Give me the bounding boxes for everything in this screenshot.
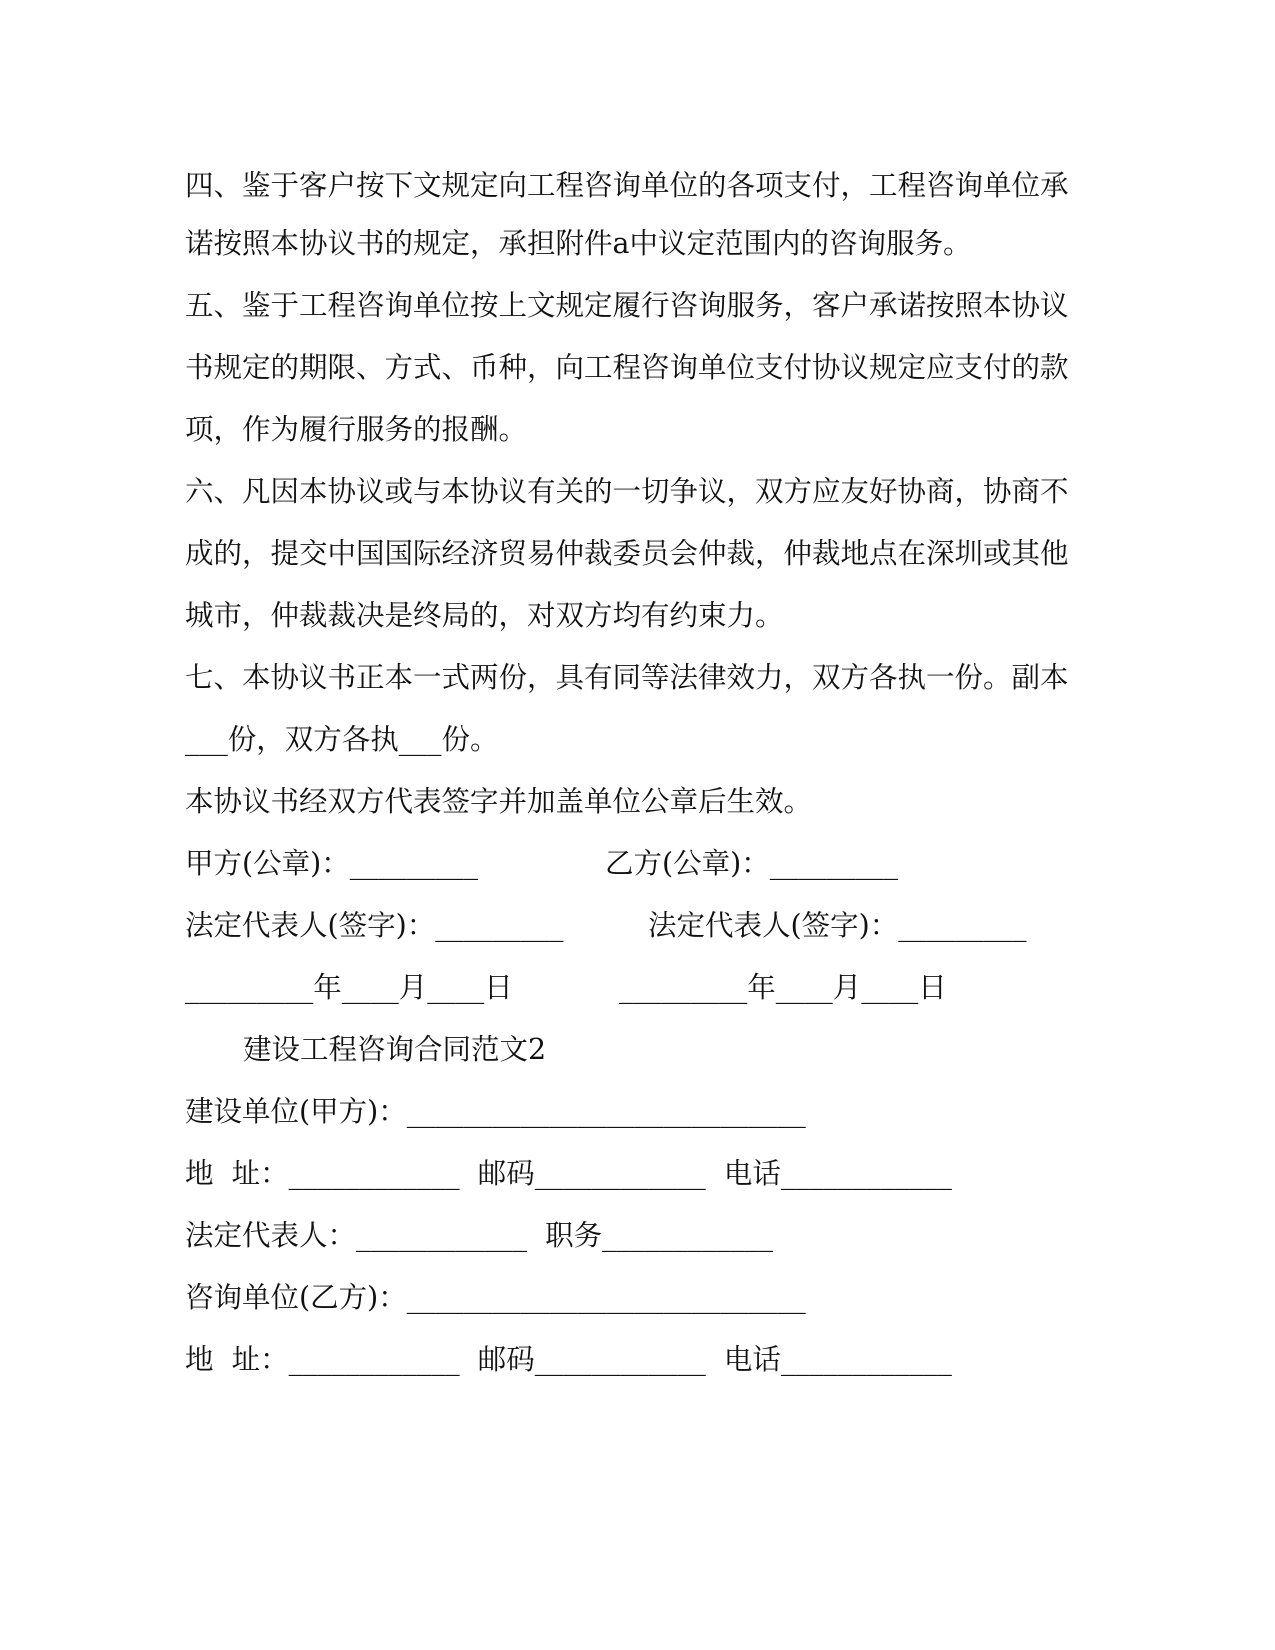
clause-four-line-2: 诺按照本协议书的规定，承担附件a中议定范围内的咨询服务。 bbox=[185, 227, 972, 260]
clause-four-line-1: 四、鉴于客户按下文规定向工程咨询单位的各项支付，工程咨询单位承 bbox=[185, 169, 1069, 202]
party-b-representative-field: 法定代表人(签字)：_________ bbox=[648, 909, 1027, 942]
party-a-date-field: _________年____月____日 bbox=[185, 971, 513, 1004]
party-a-representative-field: 法定代表人(签字)：_________ bbox=[185, 909, 564, 942]
party-a-seal-field: 甲方(公章)：_________ bbox=[185, 847, 478, 880]
contract2-title: 建设工程咨询合同范文2 bbox=[243, 1033, 547, 1066]
client-representative-row: 法定代表人：____________ 职务____________ bbox=[185, 1219, 774, 1252]
client-address-row: 地 址：____________ 邮码____________ 电话____________ bbox=[185, 1157, 952, 1190]
clause-five-line-1: 五、鉴于工程咨询单位按上文规定履行咨询服务，客户承诺按照本协议 bbox=[185, 289, 1069, 322]
consultant-unit-field: 咨询单位(乙方)：____________________________ bbox=[185, 1281, 806, 1314]
clause-seven-line-2: ___份，双方各执___份。 bbox=[185, 723, 499, 756]
clause-six-line-1: 六、凡因本协议或与本协议有关的一切争议，双方应友好协商，协商不 bbox=[185, 475, 1069, 508]
clause-five-line-3: 项，作为履行服务的报酬。 bbox=[185, 413, 528, 446]
party-b-seal-field: 乙方(公章)：_________ bbox=[605, 847, 898, 880]
clause-seven-line-1: 七、本协议书正本一式两份，具有同等法律效力，双方各执一份。副本 bbox=[185, 661, 1069, 694]
clause-six-line-2: 成的，提交中国国际经济贸易仲裁委员会仲裁，仲裁地点在深圳或其他 bbox=[185, 537, 1069, 570]
effective-statement: 本协议书经双方代表签字并加盖单位公章后生效。 bbox=[185, 785, 813, 818]
clause-five-line-2: 书规定的期限、方式、币种，向工程咨询单位支付协议规定应支付的款 bbox=[185, 351, 1069, 384]
party-b-date-field: _________年____月____日 bbox=[619, 971, 947, 1004]
client-unit-field: 建设单位(甲方)：____________________________ bbox=[185, 1095, 806, 1128]
clause-six-line-3: 城市，仲裁裁决是终局的，对双方均有约束力。 bbox=[185, 599, 784, 632]
consultant-address-row: 地 址：____________ 邮码____________ 电话____________ bbox=[185, 1343, 952, 1376]
